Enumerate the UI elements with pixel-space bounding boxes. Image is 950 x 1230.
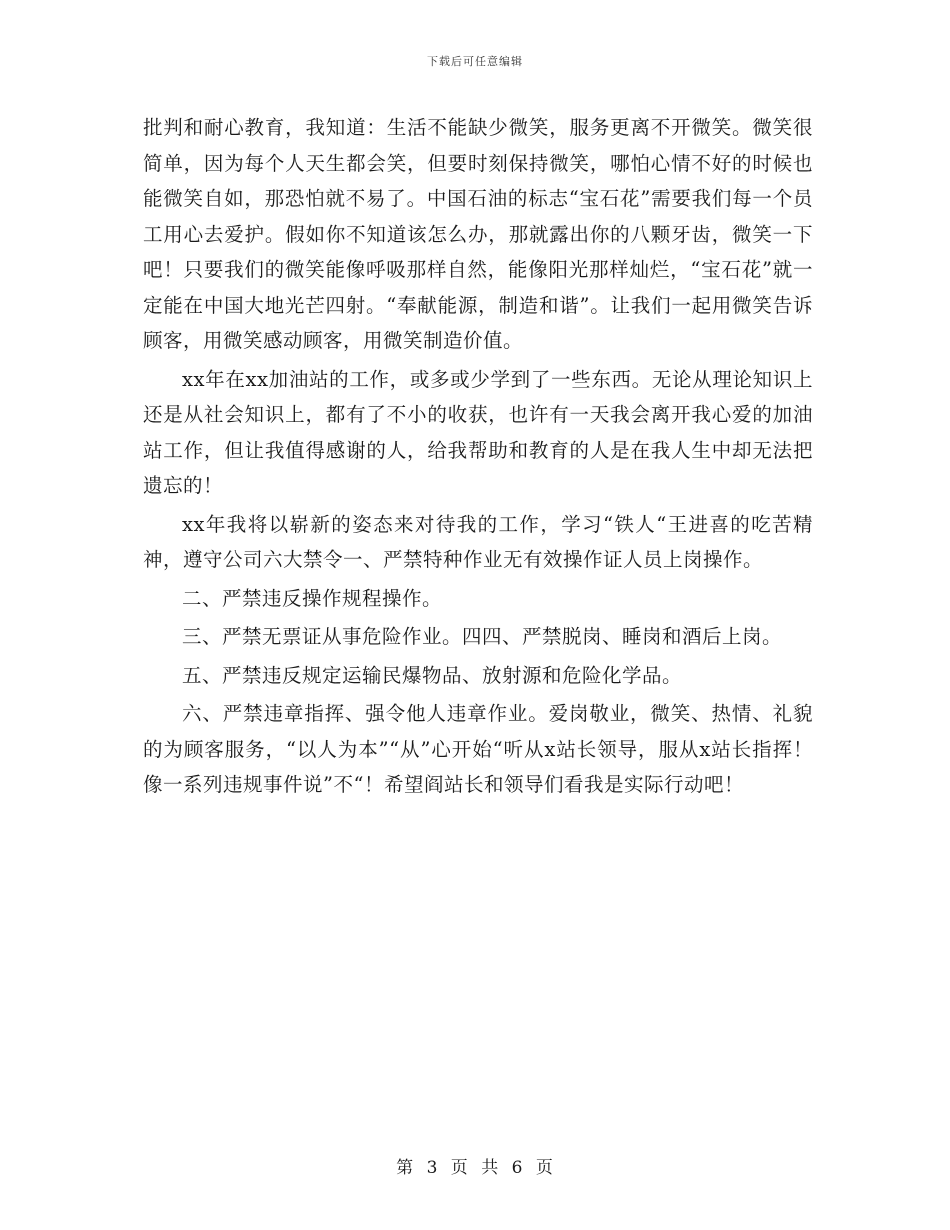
page-number: 第 3 页 共 6 页 bbox=[396, 1158, 554, 1178]
header-note: 下载后可任意编辑 bbox=[427, 55, 523, 68]
paragraph: 五、严禁违反规定运输民爆物品、放射源和危险化学品。 bbox=[182, 663, 683, 687]
paragraph: xx年在xx加油站的工作，或多或少学到了一些东西。无论从理论知识上还是从社会知识上，都有了不小的收获，也许有一天我会离开我心爱的加油站工作，但让我值得感谢的人，给我帮助和教育的人是在我人生中却无法把遗忘的！ bbox=[143, 367, 813, 497]
paragraph: 三、严禁无票证从事危险作业。四四、严禁脱岗、睡岗和酒后上岗。 bbox=[182, 625, 783, 648]
paragraph: 二、严禁违反操作规程操作。 bbox=[182, 586, 443, 610]
document-body bbox=[143, 110, 813, 806]
paragraph: xx年我将以崭新的姿态来对待我的工作，学习“铁人“王进喜的吃苦精神，遵守公司六大禁令一、严禁特种作业无有效操作证人员上岗操作。 bbox=[143, 512, 813, 571]
paragraph-continuation: 批判和耐心教育，我知道：生活不能缺少微笑，服务更离不开微笑。微笑很简单，因为每个人天生都会笑，但要时刻保持微笑，哪怕心情不好的时候也能微笑自如，那恐怕就不易了。中国石油的标志“宝石花”需要我们每一个员工用心去爱护。假如你不知道该怎么办，那就露出你的八颗牙齿，微笑一下吧！只要我们的微笑能像呼吸那样自然，能像阳光那样灿烂，“宝石花”就一定能在中国大地光芒四射。“奉献能源，制造和谐”。让我们一起用微笑告诉顾客，用微笑感动顾客，用微笑制造价值。 bbox=[143, 116, 813, 352]
paragraph: 六、严禁违章指挥、强令他人违章作业。爱岗敬业，微笑、热情、礼貌的为顾客服务，“以人为本”“从”心开始“听从x站长领导，服从x站长指挥！像一系列违规事件说”不“！希望阎站长和领导们看我是实际行动吧！ bbox=[143, 702, 813, 796]
